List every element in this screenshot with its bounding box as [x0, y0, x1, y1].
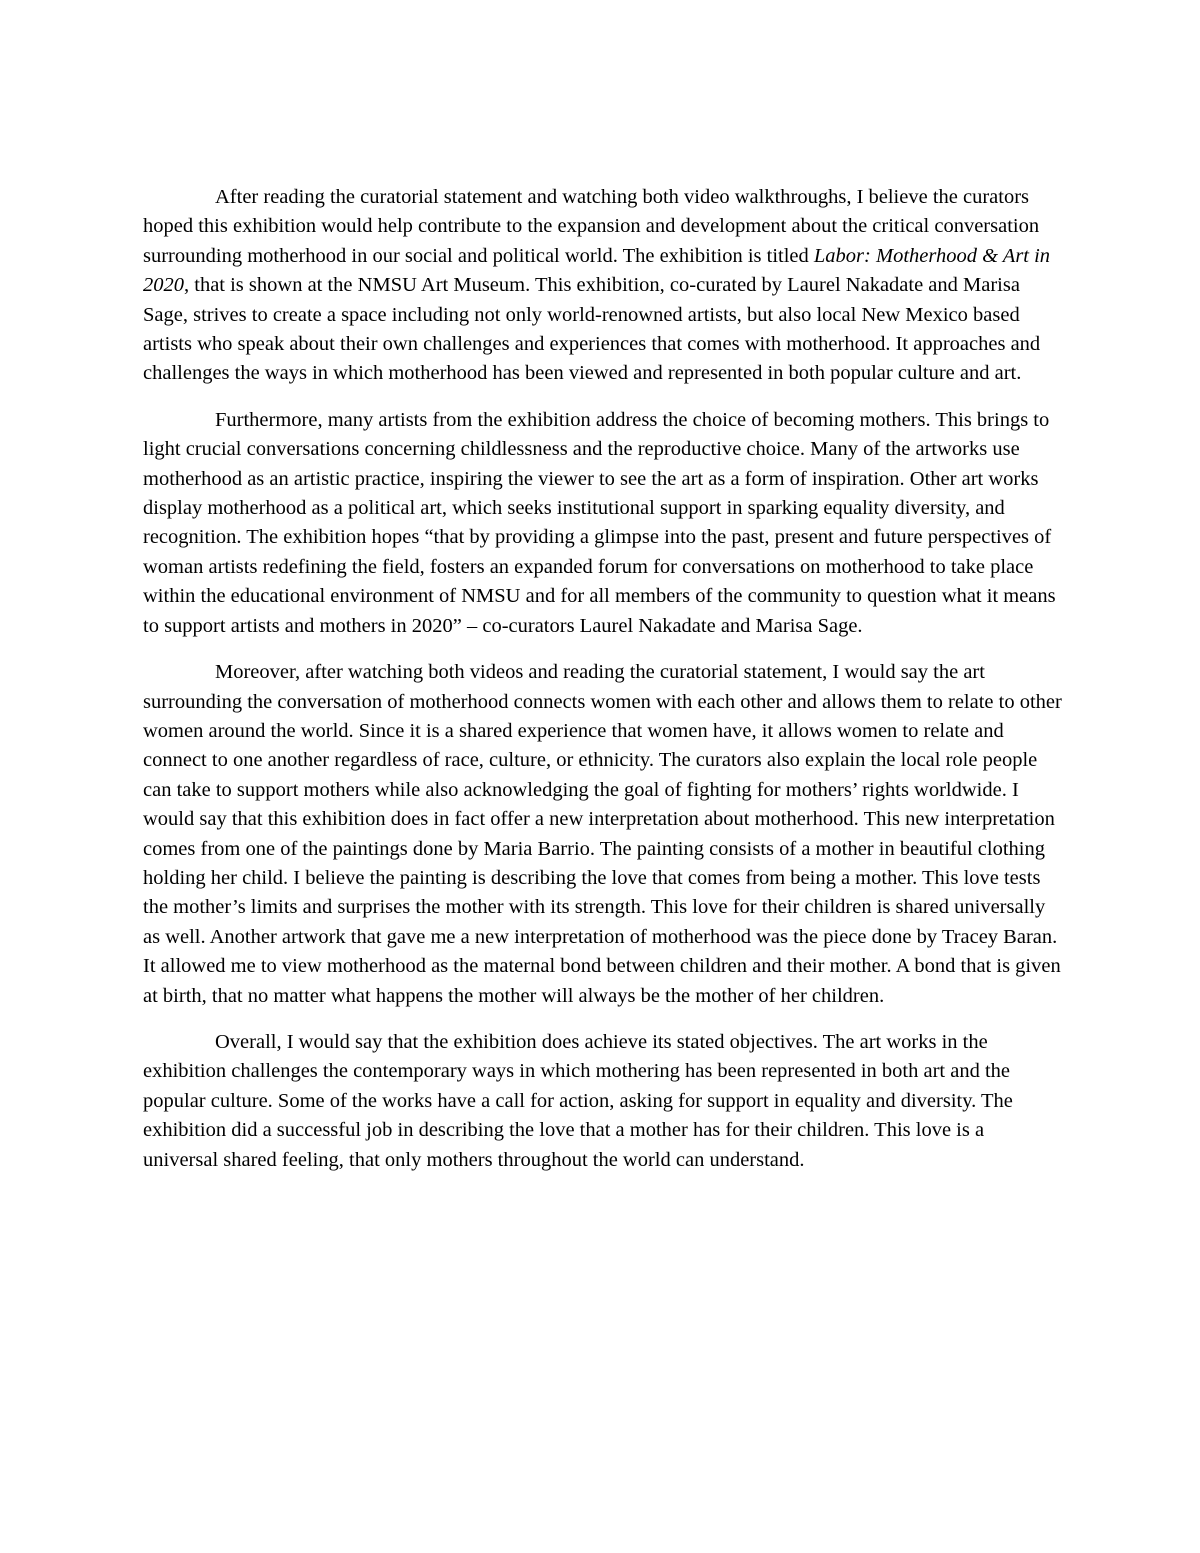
- paragraph-overall: Overall, I would say that the exhibition does achieve its stated objectives. The art works in the exhibition challenges the contemporary ways in which mothering has been represented in both art and the popular culture. Some of the works have a call for action, asking for support in equality and diversity. The exhibition did a successful job in describing the love that a mother has for their children. This love is a universal shared feeling, that only mothers throughout the world can understand.: [143, 1030, 1013, 1171]
- paragraph-intro-text-1: After reading the curatorial statement and watching both video walkthroughs, I believe the curators hoped this exhibition would help contribute to the expansion and development about the critical conversation surrounding motherhood in our social and political world. The exhibition is titled: [143, 186, 1040, 267]
- document-page: [143, 183, 1063, 1175]
- paragraph-intro-text-2: , that is shown at the NMSU Art Museum. This exhibition, co-curated by Laurel Nakadate and Marisa Sage, strives to create a space including not only world-renowned artists, but also local New Mexico based artists who speak about their own challenges and experiences that comes with motherhood. It approaches and challenges the ways in which motherhood has been viewed and represented in both popular culture and art.: [143, 274, 1041, 385]
- exhibition-title: Labor: Motherhood & Art in 2020: [143, 244, 1051, 297]
- paragraph-furthermore: Furthermore, many artists from the exhibition address the choice of becoming mothers. This brings to light crucial conversations concerning childlessness and the reproductive choice. Many of the artworks use motherhood as an artistic practice, inspiring the viewer to see the art as a form of inspiration. Other art works display motherhood as a political art, which seeks institutional support in sparking equality diversity, and recognition. The exhibition hopes “that by providing a glimpse into the past, present and future perspectives of woman artists redefining the field, fosters an expanded forum for conversations on motherhood to take place within the educational environment of NMSU and for all members of the community to question what it means to support artists and mothers in 2020” – co-curators Laurel Nakadate and Marisa Sage.: [143, 408, 1056, 637]
- paragraph-moreover: Moreover, after watching both videos and reading the curatorial statement, I would say the art surrounding the conversation of motherhood connects women with each other and allows them to relate to other women around the world. Since it is a shared experience that women have, it allows women to relate and connect to one another regardless of race, culture, or ethnicity. The curators also explain the local role people can take to support mothers while also acknowledging the goal of fighting for mothers’ rights worldwide. I would say that this exhibition does in fact offer a new interpretation about motherhood. This new interpretation comes from one of the paintings done by Maria Barrio. The painting consists of a mother in beautiful clothing holding her child. I believe the painting is describing the love that comes from being a mother. This love tests the mother’s limits and surprises the mother with its strength. This love for their children is shared universally as well. Another artwork that gave me a new interpretation of motherhood was the piece done by Tracey Baran. It allowed me to view motherhood as the maternal bond between children and their mother. A bond that is given at birth, that no matter what happens the mother will always be the mother of her children.: [143, 661, 1062, 1007]
- paragraph-intro: [143, 183, 1063, 389]
